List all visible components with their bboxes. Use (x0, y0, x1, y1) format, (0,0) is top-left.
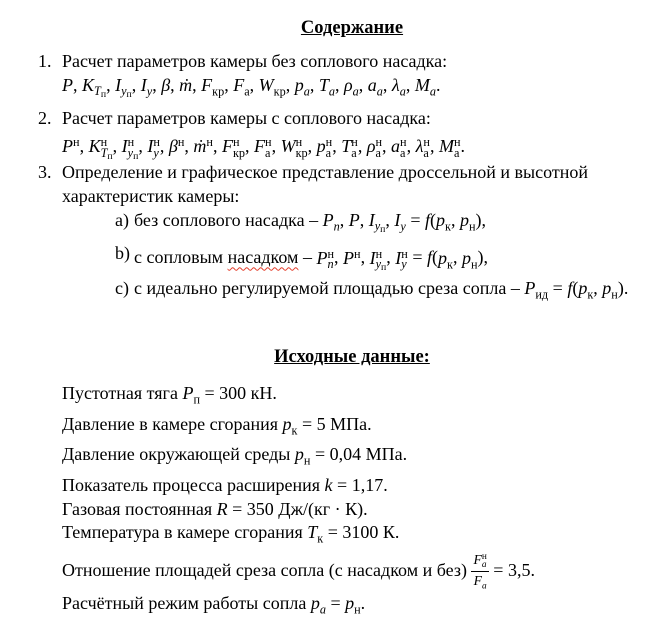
subscript (374, 219, 386, 236)
toc-item-1-number: 1. (38, 51, 52, 71)
toc-subitem-a-text: без соплового насадка – $P_п$, P, $I_{уп}$, $I_у = f(p_к$, $p_н$), (134, 209, 487, 236)
toc-item-3 (38, 161, 666, 307)
token-base: a (391, 136, 401, 157)
script-stack (351, 137, 358, 158)
token-base: p (316, 136, 326, 157)
subscript: у (401, 257, 407, 272)
script-base: у (127, 145, 134, 160)
script-stack (375, 246, 387, 274)
superscript: н (423, 135, 430, 150)
math-token (461, 247, 478, 272)
toc-subitem-b-text: с сопловым насадком – P н п , $P^н$, I н уп , I н у = $f(p_к$, $p_н$), (134, 246, 488, 274)
subscript: п (100, 89, 107, 101)
math-token (82, 74, 107, 101)
fraction (471, 552, 488, 592)
math-token (343, 248, 361, 268)
subscript: а (423, 145, 429, 160)
toc-list (38, 50, 666, 307)
math-token (62, 136, 80, 156)
superscript: н (400, 135, 407, 150)
math-token (473, 573, 487, 592)
token-base: F (201, 74, 213, 95)
toc-subitem-b (115, 242, 666, 277)
superscript: н (295, 135, 303, 150)
math-token (294, 74, 310, 99)
math-token (169, 136, 185, 156)
token-base: K (82, 74, 95, 95)
subscript: кр (295, 145, 308, 160)
math-token (217, 499, 228, 519)
math-token (147, 135, 160, 160)
token-base: P (524, 277, 536, 298)
token-base: p (437, 247, 447, 268)
token-base: β (161, 74, 171, 95)
math-token (318, 74, 335, 99)
token-base: p (602, 277, 612, 298)
token-base: T (307, 522, 318, 543)
token-base: I (140, 74, 147, 95)
token-base: p (436, 209, 446, 230)
toc-subitem-c (115, 277, 666, 307)
token-base: ρ (344, 74, 353, 95)
math-token (233, 74, 250, 99)
math-token (201, 74, 225, 99)
toc-item-2-text: Расчет параметров камеры с соплового насадка: (62, 108, 431, 129)
script-stack (153, 137, 160, 158)
subscript: кр (232, 145, 246, 160)
toc-item-2-body (62, 107, 666, 161)
subscript: а (453, 145, 460, 160)
data-line-chamber-pressure: Давление в камере сгорания $p_к = 5$ МПа. (62, 413, 372, 438)
token-base: K (88, 136, 101, 157)
math-token (524, 277, 549, 302)
script-base: T (94, 84, 101, 99)
token-base: p (294, 444, 304, 465)
subscript: п (381, 262, 387, 274)
subscript: н (470, 257, 478, 272)
math-token (182, 383, 200, 408)
math-token (394, 209, 406, 234)
subscript: а (375, 145, 381, 160)
math-token (578, 277, 594, 302)
math-token (221, 135, 246, 160)
initial-data-list (38, 382, 666, 622)
math-token (322, 209, 340, 234)
toc-item-3-text-line-2: характеристик камеры: (62, 186, 240, 207)
token-base: F (473, 573, 482, 589)
subscript: н (303, 453, 311, 468)
math-token (345, 592, 361, 617)
subscript: у (146, 84, 153, 99)
script-stack (233, 137, 245, 158)
token-base: p (459, 209, 469, 230)
script-stack (265, 137, 272, 158)
subscript: н (611, 287, 618, 302)
math-token (473, 551, 487, 571)
script-base: у (121, 84, 127, 99)
token-base: I (368, 209, 375, 230)
toc-item-1-body (62, 50, 666, 107)
token-base: R (216, 498, 228, 519)
subscript: к (445, 219, 451, 234)
math-token (415, 135, 430, 160)
math-token (344, 74, 359, 99)
script-stack (375, 137, 382, 158)
math-token (316, 246, 334, 272)
superscript: н (327, 246, 334, 261)
subscript: п (380, 224, 386, 236)
subscript: a (481, 581, 487, 592)
math-token (438, 135, 461, 160)
math-token (307, 522, 324, 546)
toc-item-3-body (62, 161, 666, 307)
token-base: T (318, 74, 329, 95)
token-base: ρ (366, 136, 376, 157)
math-token (391, 74, 406, 99)
script-stack (326, 137, 333, 158)
math-token (369, 246, 387, 274)
math-token (140, 74, 153, 99)
subscript: п (327, 257, 334, 272)
token-base: p (461, 247, 471, 268)
script-stack (400, 137, 407, 158)
superscript: н (375, 246, 383, 261)
token-base: P (322, 209, 334, 230)
token-base: F (233, 74, 245, 95)
toc-subitem-b-marker: b) (115, 243, 130, 264)
toc-item-1-formula: P, $K_{Tп}$, $I_{уп}$, $I_у$, β, ṁ, $F_{кр}$, $F_а$, $W_{кр}$, $p_a$, $T_a$, $\rho_a$, $a_a$, $\lambda_a$, $M_a$. (62, 74, 441, 101)
subscript: н (354, 602, 361, 617)
subscript: a (319, 602, 326, 617)
subscript: п (126, 89, 132, 101)
math-token (294, 444, 311, 468)
subscript: a (429, 84, 436, 99)
token-base: p (282, 413, 292, 434)
subscript: a (303, 84, 310, 99)
token-base: M (438, 136, 454, 157)
superscript: н (453, 135, 461, 150)
token-base: W (280, 136, 296, 157)
token-base: f (567, 277, 573, 298)
token-base: I (147, 136, 154, 157)
subscript: a (376, 84, 383, 99)
fraction-denominator (471, 572, 488, 592)
toc-item-3-text-line-1: Определение и графическое представление дроссельной и высотной (62, 162, 589, 183)
math-token (459, 209, 476, 234)
toc-heading: Содержание (300, 18, 404, 38)
subscript: а (351, 145, 357, 160)
subscript: к (446, 257, 453, 272)
script-base: у (374, 219, 381, 234)
math-token (341, 135, 358, 160)
math-token (425, 210, 430, 230)
math-token (161, 75, 170, 95)
math-token (367, 74, 383, 99)
data-line-chamber-temperature: Температура в камере сгорания $T_к = 3100$ К. (62, 522, 400, 546)
token-base: F (221, 136, 233, 157)
subscript: кр (212, 84, 225, 99)
token-base: F (473, 551, 482, 567)
token-base: p (294, 74, 304, 95)
subscript: у (400, 219, 406, 234)
toc-subitem-a-marker: a) (115, 209, 129, 230)
subscript (100, 145, 113, 162)
superscript: н (354, 246, 361, 261)
superscript: н (73, 135, 80, 150)
token-base: ṁ (179, 74, 193, 95)
superscript: н (206, 135, 213, 150)
subscript: п (133, 150, 139, 162)
math-token (368, 209, 386, 236)
token-base: насадком (227, 247, 299, 268)
token-base: f (426, 247, 432, 268)
toc-item-2-number: 2. (38, 108, 52, 129)
subscript: п (333, 219, 340, 234)
math-token (316, 135, 333, 160)
token-base: k (324, 474, 333, 495)
token-base: M (414, 74, 430, 95)
token-base: a (367, 74, 377, 95)
token-base: I (121, 136, 128, 157)
math-token (349, 210, 360, 230)
token-base: p (345, 592, 355, 613)
math-token (395, 246, 408, 272)
subscript: к (317, 531, 324, 546)
math-token (121, 135, 139, 162)
subscript: п (193, 393, 200, 408)
script-stack (454, 137, 461, 158)
script-base: у (375, 257, 381, 272)
toc-item-1 (38, 50, 666, 107)
misspelled-word[interactable] (228, 248, 299, 268)
token-base: β (168, 136, 178, 157)
math-token (258, 74, 286, 99)
subscript: у (153, 145, 159, 160)
token-base: I (395, 247, 402, 268)
math-token (437, 247, 453, 272)
data-line-thrust: Пустотная тяга $P_п = 300$ кН. (62, 383, 277, 408)
subscript: ид (535, 287, 549, 302)
superscript: н (177, 135, 185, 150)
math-token (414, 74, 436, 99)
superscript: н (265, 135, 272, 150)
script-stack (128, 137, 139, 161)
token-base: I (394, 209, 401, 230)
math-token (282, 413, 298, 438)
fraction-numerator (471, 552, 488, 572)
superscript: н (325, 135, 333, 150)
script-stack (482, 554, 487, 570)
data-line-ambient-pressure: Давление окружающей среды $p_н = 0,04$ МПа. (62, 444, 408, 468)
toc-item-2 (38, 107, 666, 161)
data-line-design-mode: Расчётный режим работы сопла $p_a = p_н$. (62, 592, 366, 617)
token-base: f (425, 209, 431, 230)
token-base: λ (391, 74, 400, 95)
data-line-gas-constant: Газовая постоянная R = 350 Дж/(кг · К). (62, 498, 368, 519)
token-base: I (369, 247, 376, 268)
superscript: н (127, 135, 135, 150)
superscript: н (375, 135, 383, 150)
subscript: н (468, 219, 476, 234)
subscript (127, 145, 139, 162)
math-token (391, 135, 407, 160)
token-base: p (578, 277, 588, 298)
math-token (436, 209, 451, 234)
superscript: н (100, 135, 108, 150)
math-token (115, 74, 132, 101)
toc-subitem-c-text: с идеально регулируемой площадью среза сопла – $P_{ид} = f(p_к$, $p_н$). (134, 277, 629, 302)
superscript: н (401, 246, 408, 261)
subscript (121, 84, 132, 101)
subscript: кр (273, 84, 286, 99)
script-stack (327, 246, 334, 272)
math-token (193, 136, 213, 156)
data-line-area-ratio: Отношение площадей среза сопла (с насадком и без) F н a $F_a$ = 3,5. (62, 551, 535, 592)
token-base: p (310, 592, 320, 613)
subscript: а (265, 145, 271, 160)
math-token (325, 475, 333, 495)
math-token (427, 248, 432, 268)
math-token (62, 75, 73, 95)
math-token (254, 135, 272, 160)
toc-subitem-c-marker: c) (115, 277, 129, 298)
superscript: н (481, 552, 487, 563)
math-token (366, 135, 383, 160)
script-stack (101, 137, 113, 161)
token-base: P (62, 136, 73, 157)
data-line-expansion-index: Показатель процесса расширения k = 1,17. (62, 474, 388, 495)
math-token (88, 135, 113, 162)
superscript: н (232, 135, 240, 150)
token-base: P (62, 74, 73, 95)
token-base: λ (415, 136, 424, 157)
subscript: к (587, 287, 594, 302)
token-base: P (182, 383, 194, 404)
toc-item-1-text: Расчет параметров камеры без соплового насадка: (62, 51, 448, 71)
script-base: T (100, 145, 108, 160)
token-base: P (348, 209, 360, 230)
subscript: а (244, 84, 250, 99)
token-base: F (254, 136, 266, 157)
initial-data-heading: Исходные данные: (274, 347, 430, 368)
subscript: a (399, 84, 406, 99)
math-token (310, 592, 326, 617)
subscript (376, 259, 387, 272)
token-base: P (343, 247, 354, 268)
subscript: a (328, 84, 335, 99)
token-base: P (316, 247, 328, 268)
math-token (567, 278, 572, 298)
subscript: a (481, 560, 487, 571)
subscript (94, 84, 107, 101)
script-stack (296, 137, 308, 158)
toc-item-3-number: 3. (38, 162, 52, 183)
subscript: а (325, 145, 332, 160)
math-token (280, 135, 308, 160)
toc-subitem-a (115, 209, 666, 243)
toc-item-2-formula: $P^н$, K н Tп , I н уп , I н у , $\beta^н$, ṁ$^н$, F н кр , F н а , W н кр , p н а , T н а , ρ н а , a н а , λ н а , M н а . (62, 135, 465, 162)
token-base: I (115, 74, 122, 95)
script-stack (401, 246, 408, 272)
math-token (179, 75, 192, 95)
token-base: ṁ (193, 136, 207, 157)
superscript: н (153, 135, 160, 150)
subscript: а (400, 145, 406, 160)
script-stack (423, 137, 430, 158)
math-token (602, 277, 618, 302)
subscript: к (291, 423, 298, 438)
token-base: T (341, 136, 352, 157)
subscript: п (107, 150, 113, 162)
subscript: a (352, 84, 359, 99)
token-base: W (258, 74, 274, 95)
superscript: н (351, 135, 358, 150)
